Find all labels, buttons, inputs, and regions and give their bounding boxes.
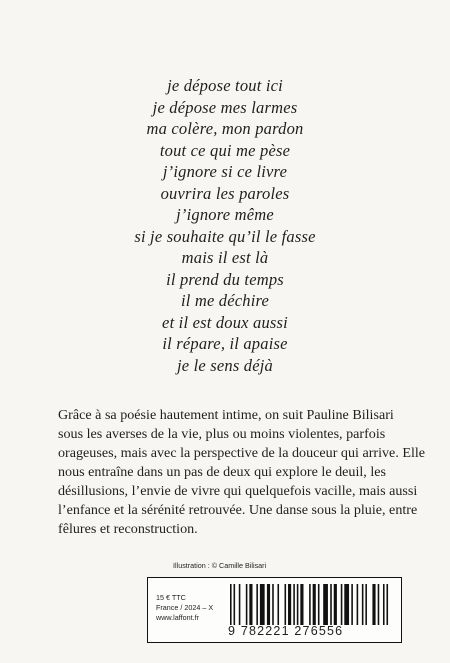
illustration-credit: Illustration : © Camille Bilisari — [173, 561, 267, 570]
description-line: nous entraîne dans un pas de deux qui explore le deuil, les — [58, 464, 386, 480]
poem-line: je dépose mes larmes — [152, 97, 298, 117]
price-info — [156, 593, 213, 623]
poem-excerpt — [0, 75, 450, 376]
description-line: sous les averses de la vie, plus ou moins violentes, parfois — [58, 426, 386, 442]
poem-line: j’ignore si ce livre — [162, 162, 288, 181]
poem-line: il me déchire — [180, 291, 270, 310]
poem-line: mais il est là — [181, 248, 269, 267]
description-line: orageuses, mais avec la perspective de la douceur qui arrive. Elle — [58, 445, 426, 461]
poem-line: tout ce qui me pèse — [159, 140, 291, 160]
description-line: l’enfance et la sérénité retrouvée. Une danse sous la pluie, entre — [58, 502, 418, 518]
poem-line: je dépose tout ici — [167, 76, 283, 95]
poem-line: ma colère, mon pardon — [146, 119, 304, 138]
book-description — [58, 406, 426, 539]
isbn-number: 9 782221 276556 — [228, 625, 398, 638]
barcode-panel — [147, 577, 402, 643]
description-line: Grâce à sa poésie hautement intime, on suit Pauline Bilisari — [58, 407, 394, 423]
description-line: fêlures et reconstruction. — [58, 521, 198, 537]
poem-line: je le sens déjà — [176, 355, 273, 375]
poem-line: ouvrira les paroles — [160, 183, 290, 203]
poem-line: si je souhaite qu’il le fasse — [134, 226, 316, 246]
poem-line: il prend du temps — [166, 269, 284, 289]
price: 15 € TTC — [156, 593, 186, 602]
description-line: désillusions, l’envie de vivre qui quelquefois vacille, mais aussi — [58, 483, 418, 499]
poem-line: et il est doux aussi — [162, 312, 288, 332]
poem-line: il répare, il apaise — [162, 334, 288, 353]
poem-line: j’ignore même — [176, 205, 274, 224]
publisher-website: www.laffont.fr — [156, 613, 200, 622]
country-year: France / 2024 – X — [156, 603, 214, 612]
